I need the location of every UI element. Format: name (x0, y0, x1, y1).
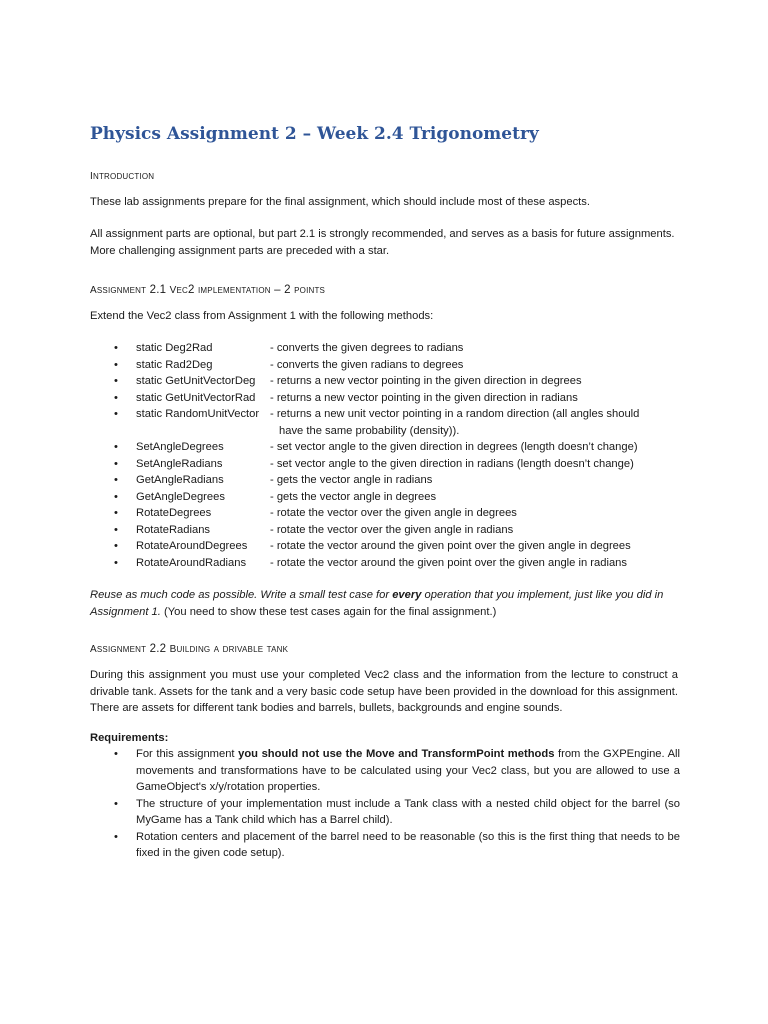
bullet-icon: • (114, 474, 118, 486)
method-name: static RandomUnitVector (136, 408, 260, 420)
list-item (90, 357, 690, 374)
method-desc: - set vector angle to the given direction in degrees (length doesn’t change) (270, 441, 638, 453)
intro-paragraph-1: These lab assignments prepare for the final assignment, which should include most of these aspects. (90, 196, 590, 208)
section2-paragraph: During this assignment you must use your completed Vec2 class and the information from the lecture to construct a drivable tank. Assets for the tank and a very basic code setup have been provided in the download for this assignment. There are assets for different tank bodies and barrels, bullets, backgrounds and engine sounds. (90, 669, 678, 714)
list-item (90, 555, 690, 572)
method-desc: - converts the given degrees to radians (270, 342, 464, 354)
method-desc: - rotate the vector around the given point over the given angle in degrees (270, 540, 631, 552)
method-name: RotateAroundRadians (136, 556, 247, 569)
method-desc: - rotate the vector over the given angle in radians (270, 523, 514, 536)
requirements-label: Requirements: (90, 732, 169, 744)
list-item (90, 489, 690, 506)
requirement-text: Rotation centers and placement of the barrel need to be reasonable (so this is the first thing that needs to be fixed in the given code setup). (136, 830, 680, 859)
list-item (90, 505, 690, 522)
bullet-icon: • (114, 523, 118, 536)
heading-introduction: introduction (90, 167, 155, 183)
list-item (90, 439, 690, 456)
method-desc: - returns a new vector pointing in the given direction in degrees (270, 375, 582, 387)
method-desc: - returns a new vector pointing in the given direction in radians (270, 391, 578, 404)
method-name: static GetUnitVectorDeg (136, 375, 256, 387)
method-name: SetAngleDegrees (136, 441, 224, 453)
list-item (90, 406, 690, 439)
bullet-icon: • (114, 457, 118, 470)
bullet-icon: • (114, 507, 118, 519)
method-name: static Deg2Rad (136, 342, 213, 354)
section1-note: Reuse as much code as possible. Write a small test case for every operation that you implement, just like you did in Assignment 1. (You need to show these test cases again for the final assignment.) (90, 589, 664, 618)
heading-assignment-2-2: assignment 2.2 building a drivable tank (90, 640, 289, 656)
bullet-icon: • (114, 375, 118, 387)
requirement-text: The structure of your implementation must include a Tank class with a nested child object for the barrel (so MyGame has a Tank child which has a Barrel child). (136, 797, 680, 826)
bullet-icon: • (114, 441, 118, 453)
requirements-list (90, 746, 680, 862)
list-item (90, 472, 690, 489)
list-item (90, 390, 690, 407)
bullet-icon: • (114, 408, 118, 420)
list-item (90, 538, 690, 555)
methods-list (90, 340, 690, 571)
method-name: RotateRadians (136, 523, 211, 536)
bullet-icon: • (114, 748, 118, 760)
bullet-icon: • (114, 540, 118, 552)
method-desc: - gets the vector angle in radians (270, 474, 433, 486)
page-title: Physics Assignment 2 – Week 2.4 Trigonometry (90, 124, 539, 144)
method-name: SetAngleRadians (136, 457, 223, 470)
list-item (90, 456, 690, 473)
bullet-icon: • (114, 342, 118, 354)
bullet-icon: • (114, 391, 118, 404)
method-name: static GetUnitVectorRad (136, 391, 256, 404)
intro-paragraph-2: All assignment parts are optional, but part 2.1 is strongly recommended, and serves as a basis for future assignments. More challenging assignment parts are preceded with a star. (90, 228, 675, 257)
list-item (90, 829, 680, 862)
method-desc: - rotate the vector around the given point over the given angle in radians (270, 556, 627, 569)
list-item (90, 340, 690, 357)
section1-lead: Extend the Vec2 class from Assignment 1 with the following methods: (90, 310, 434, 322)
method-desc: - rotate the vector over the given angle in degrees (270, 507, 517, 519)
method-name: GetAngleRadians (136, 474, 224, 486)
bullet-icon: • (114, 358, 118, 371)
method-desc: - returns a new unit vector pointing in a random direction (all angles should (270, 408, 640, 420)
method-desc: - gets the vector angle in degrees (270, 490, 437, 503)
method-name: static Rad2Deg (136, 358, 213, 371)
method-desc-continued: have the same probability (density)). (279, 424, 460, 437)
list-item (90, 746, 680, 796)
method-name: RotateAroundDegrees (136, 540, 248, 552)
bullet-icon: • (114, 556, 118, 569)
bullet-icon: • (114, 797, 118, 810)
method-desc: - converts the given radians to degrees (270, 358, 464, 371)
bullet-icon: • (114, 830, 118, 843)
method-name: GetAngleDegrees (136, 490, 225, 503)
list-item (90, 796, 680, 829)
list-item (90, 522, 690, 539)
bullet-icon: • (114, 490, 118, 503)
list-item (90, 373, 690, 390)
method-desc: - set vector angle to the given direction in radians (length doesn’t change) (270, 457, 634, 470)
requirement-text: For this assignment you should not use the Move and TransformPoint methods from the GXPEngine. All movements and transformations have to be calculated using your Vec2 class, but you are allowed to use a GameObject's x/y/rotation properties. (136, 748, 680, 793)
heading-assignment-2-1: assignment 2.1 vec2 implementation – 2 points (90, 281, 326, 297)
method-name: RotateDegrees (136, 507, 212, 519)
